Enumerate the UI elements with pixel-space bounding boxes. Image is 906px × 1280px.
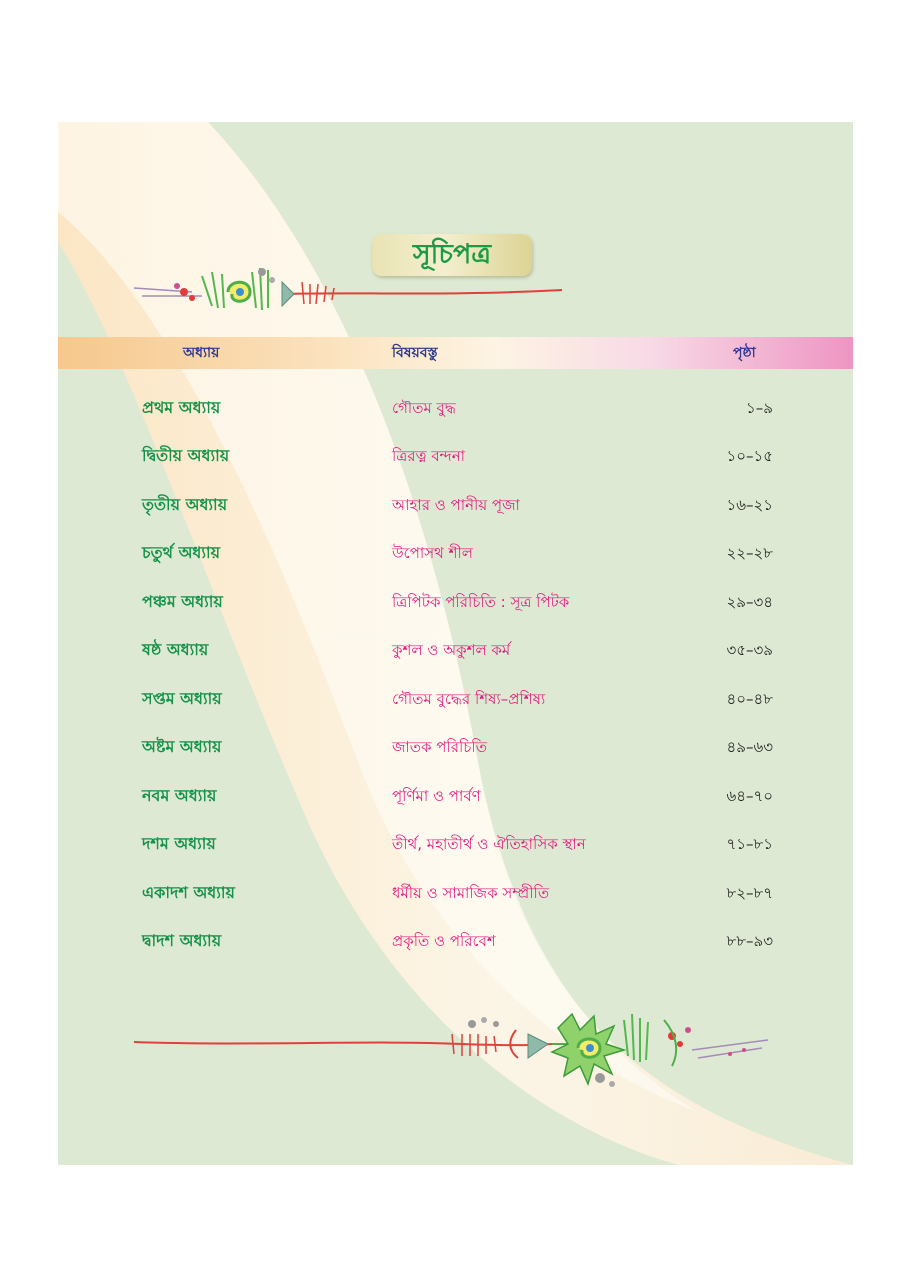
subject-title: ত্রিরত্ন বন্দনা [392, 447, 466, 465]
chapter-name: দ্বিতীয় অধ্যায় [142, 446, 230, 465]
subject-title: কুশল ও অকুশল কর্ম [392, 641, 511, 659]
table-row [0, 878, 906, 908]
page-column-header: পৃষ্ঠা [733, 345, 756, 361]
subject-column-header: বিষয়বস্তু [392, 345, 438, 361]
page-range: ২২–২৮ [726, 544, 773, 562]
page-range: ৭১–৮১ [726, 835, 773, 853]
chapter-name: প্রথম অধ্যায় [142, 398, 221, 417]
page-range: ৮২–৮৭ [726, 884, 773, 902]
top-floral-ornament-icon [132, 262, 564, 320]
page-range: ১৬–২১ [726, 496, 773, 514]
subject-title: ত্রিপিটক পরিচিতি : সূত্র পিটক [392, 593, 570, 611]
chapter-name: অষ্টম অধ্যায় [142, 737, 222, 756]
subject-title: আহার ও পানীয় পূজা [392, 496, 520, 514]
subject-title: জাতক পরিচিতি [392, 738, 487, 756]
subject-title: উপোসথ শীল [392, 544, 473, 562]
chapter-column-header: অধ্যায় [183, 345, 220, 361]
page-range: ৪০–৪৮ [726, 690, 773, 708]
bottom-floral-ornament-icon [132, 1000, 772, 1090]
page-range: ৪৯–৬৩ [726, 738, 773, 756]
table-row [0, 587, 906, 617]
page-range: ৮৮–৯৩ [726, 932, 773, 950]
chapter-name: একাদশ অধ্যায় [142, 883, 235, 902]
chapter-name: চতুর্থ অধ্যায় [142, 543, 221, 562]
table-row [0, 684, 906, 714]
page-range: ৩৫–৩৯ [726, 641, 773, 659]
table-row [0, 635, 906, 665]
chapter-name: ষষ্ঠ অধ্যায় [142, 640, 209, 659]
page-title: সূচিপত্র [412, 239, 492, 270]
subject-title: গৌতম বুদ্ধ [392, 399, 456, 417]
page-range: ৬৪–৭০ [726, 787, 773, 805]
page-range: ২৯–৩৪ [726, 593, 773, 611]
chapter-name: পঞ্চম অধ্যায় [142, 592, 223, 611]
table-row [0, 829, 906, 859]
table-row [0, 393, 906, 423]
chapter-name: দ্বাদশ অধ্যায় [142, 931, 222, 950]
page-range: ১–৯ [746, 399, 773, 417]
table-row [0, 781, 906, 811]
subject-title: গৌতম বুদ্ধের শিষ্য–প্রশিষ্য [392, 690, 546, 708]
subject-title: তীর্থ, মহাতীর্থ ও ঐতিহাসিক স্থান [392, 835, 586, 853]
page-range: ১০–১৫ [726, 447, 773, 465]
chapter-name: সপ্তম অধ্যায় [142, 689, 222, 708]
table-row [0, 926, 906, 956]
table-row [0, 441, 906, 471]
subject-title: পূর্ণিমা ও পার্বণ [392, 787, 481, 805]
subject-title: প্রকৃতি ও পরিবেশ [392, 932, 496, 950]
table-row [0, 538, 906, 568]
subject-title: ধর্মীয় ও সামাজিক সম্প্রীতি [392, 884, 550, 902]
chapter-name: নবম অধ্যায় [142, 786, 217, 805]
table-row [0, 490, 906, 520]
chapter-name: দশম অধ্যায় [142, 834, 216, 853]
chapter-name: তৃতীয় অধ্যায় [142, 495, 228, 514]
table-row [0, 732, 906, 762]
